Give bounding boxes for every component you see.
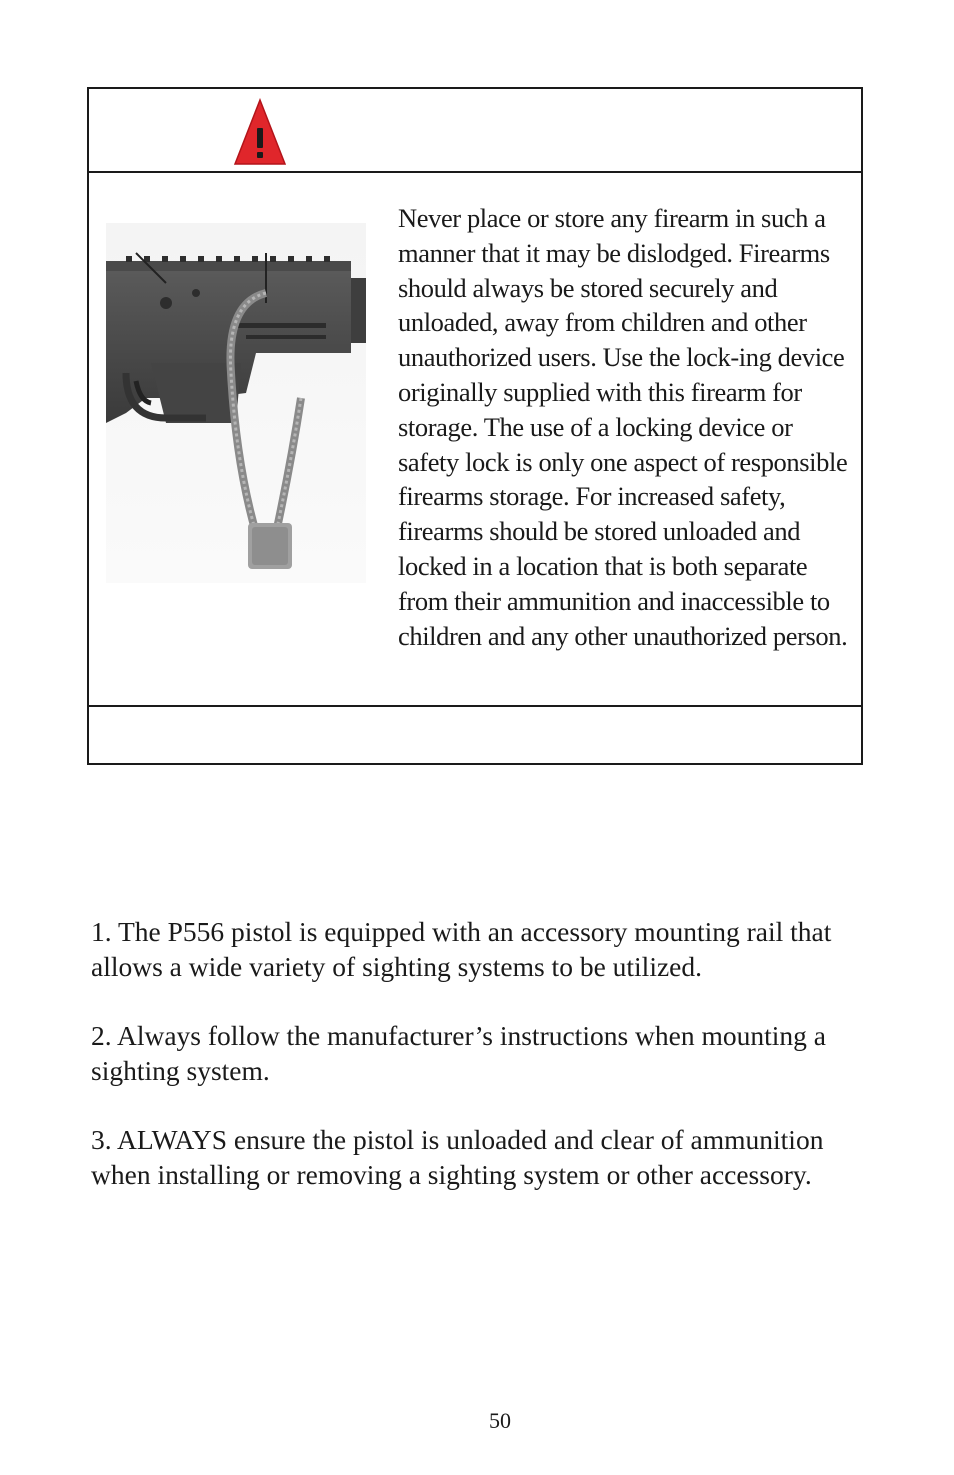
instructions-list: [91, 914, 871, 1226]
page-number: 50: [489, 1408, 511, 1433]
instruction-item: 1. The P556 pistol is equipped with an accessory mounting rail that allows a wide variety of sighting systems to be utilized.: [91, 916, 832, 982]
warning-footer: [89, 707, 861, 763]
warning-box: [87, 87, 863, 765]
instruction-item: 3. ALWAYS ensure the pistol is unloaded and clear of ammunition when installing or removing a sighting system or other accessory.: [91, 1124, 824, 1190]
warning-text: Never place or store any firearm in such a manner that it may be dislodged. Firearms should always be stored securely and unloaded, away from children and other unauthorized users. Use the lock-ing device originally supplied with this firearm for storage. The use of a locking device or safety lock is only one aspect of responsible firearms storage. For increased safety, firearms should be stored unloaded and locked in a location that is both separate from their ammunition and inaccessible to children and any other unauthorized person.: [398, 203, 848, 651]
warning-header: [89, 89, 861, 173]
warning-body: [89, 173, 861, 707]
instruction-item: 2. Always follow the manufacturer’s instructions when mounting a sighting system.: [91, 1020, 826, 1086]
warning-triangle-icon: [233, 98, 287, 166]
firearm-lock-image: [106, 223, 366, 583]
